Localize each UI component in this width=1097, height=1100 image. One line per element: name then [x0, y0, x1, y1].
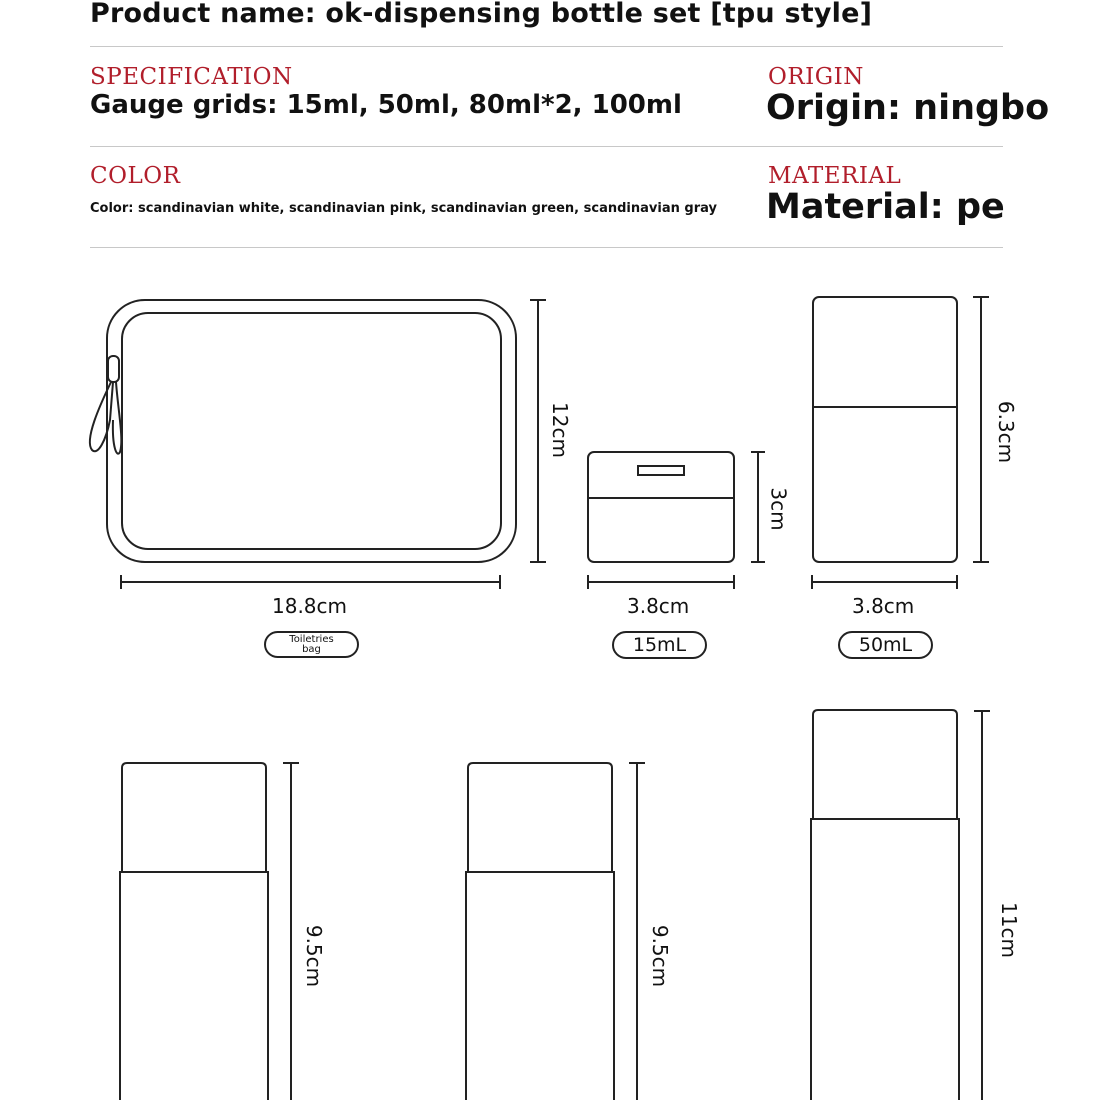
origin-label: ORIGIN: [768, 64, 864, 90]
tag-line: bag: [302, 644, 321, 655]
bottle-50ml-drawing: [813, 297, 957, 562]
color-value: Color: scandinavian white, scandinavian pink, scandinavian green, scandinavian gray: [90, 201, 717, 216]
bottle50-height-dimension-line: [973, 297, 989, 562]
bottle-80ml-a-drawing: [120, 763, 268, 1100]
tag-line: Toiletries: [289, 634, 334, 645]
specification-value: Gauge grids: 15ml, 50ml, 80ml*2, 100ml: [90, 90, 682, 120]
bottle80a-height-label: 9.5cm: [302, 924, 327, 988]
jar-height-label: 3cm: [766, 487, 791, 531]
jar-width-label: 3.8cm: [627, 594, 690, 618]
bottle100-height-label: 11cm: [996, 902, 1021, 958]
toiletries-bag-tag: [264, 631, 359, 658]
bag-width-label: 18.8cm: [272, 594, 348, 618]
product-name-title: Product name: ok-dispensing bottle set [tpu style]: [90, 0, 873, 29]
bottle50-width-label: 3.8cm: [852, 594, 915, 618]
bottle-80ml-b-drawing: [466, 763, 614, 1100]
bag-width-dimension-line: [121, 575, 500, 589]
jar-15ml-tag: [612, 631, 707, 659]
bottle-100ml-drawing: [811, 710, 959, 1100]
bottle100-height-dimension-line: [974, 711, 990, 1100]
bottle-50ml-tag: [838, 631, 933, 659]
origin-value: Origin: ningbo: [766, 88, 1050, 128]
tag-text: 50mL: [858, 634, 913, 656]
specification-label: SPECIFICATION: [90, 64, 293, 90]
jar-width-dimension-line: [588, 575, 734, 589]
bottle80a-height-dimension-line: [283, 763, 299, 1100]
bottle80b-height-label: 9.5cm: [648, 924, 673, 988]
jar-height-dimension-line: [751, 452, 765, 562]
toiletries-bag-drawing: [90, 300, 516, 562]
bottle80b-height-dimension-line: [629, 763, 645, 1100]
bottle50-width-dimension-line: [812, 575, 957, 589]
color-label: COLOR: [90, 163, 181, 189]
bottle50-height-label: 6.3cm: [994, 400, 1019, 464]
material-value: Material: pe: [766, 187, 1005, 227]
tag-text: 15mL: [632, 634, 687, 656]
bag-height-dimension-line: [530, 300, 546, 562]
bag-height-label: 12cm: [547, 402, 572, 458]
material-label: MATERIAL: [768, 163, 902, 189]
jar-15ml-drawing: [588, 452, 734, 562]
